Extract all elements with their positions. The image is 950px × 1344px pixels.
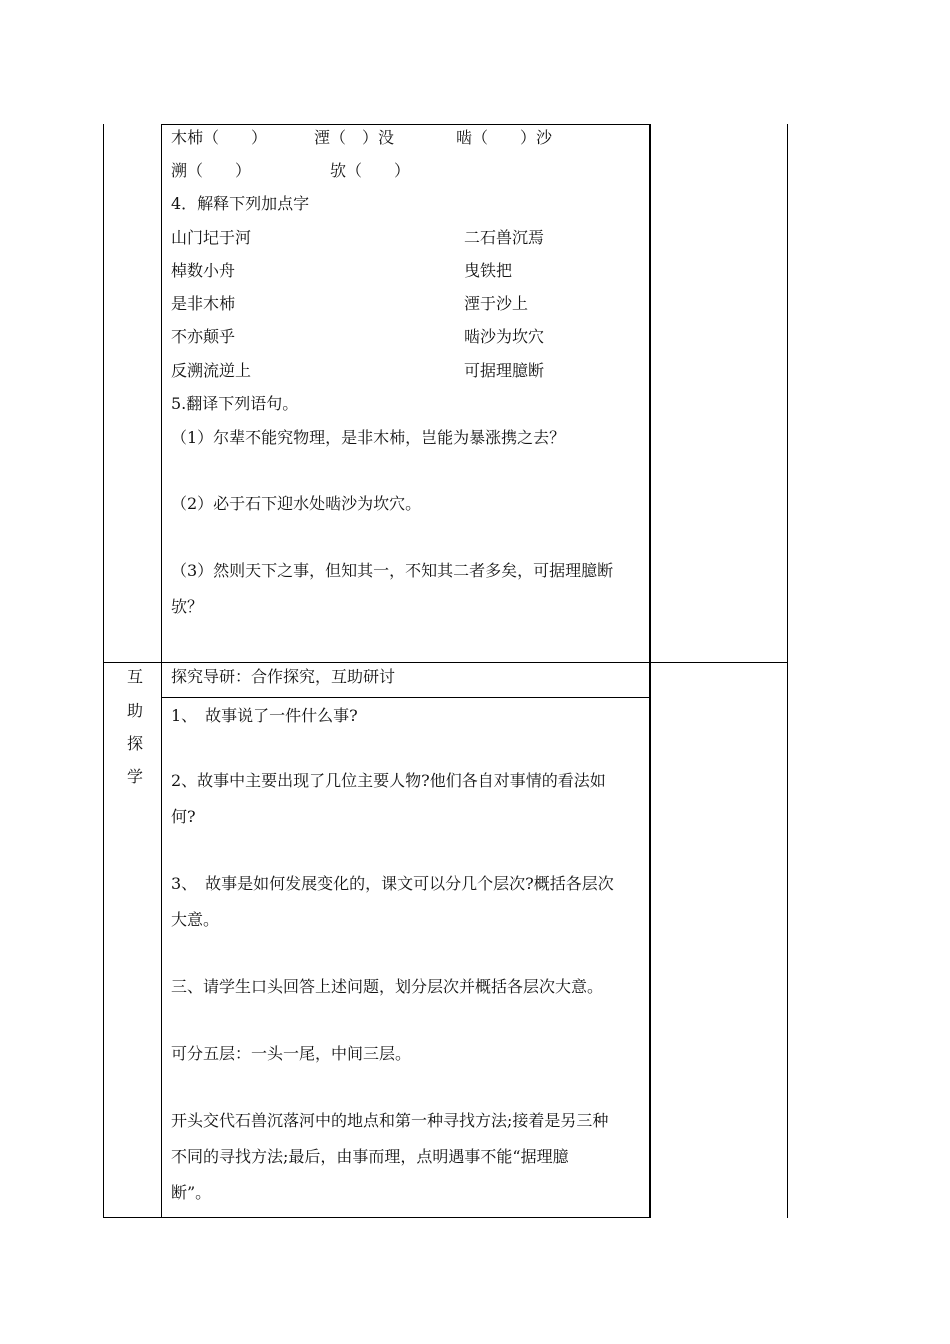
section2-header: 探究导研：合作探究，互助研讨 bbox=[171, 667, 396, 686]
q4-left-3: 不亦颠乎 bbox=[171, 327, 236, 346]
fill-line2-a: 溯（ ） bbox=[171, 161, 252, 180]
table-top-border bbox=[161, 124, 650, 125]
side-label-char-4: 学 bbox=[126, 767, 143, 786]
q4-right-0: 二石兽沉焉 bbox=[464, 228, 545, 247]
section-divider bbox=[103, 662, 788, 663]
side-label-char-3: 探 bbox=[126, 734, 143, 753]
s2-line-4: 3、 故事是如何发展变化的，课文可以分几个层次?概括各层次 bbox=[171, 874, 614, 893]
q5-item-1: （1）尔辈不能究物理，是非木杮，岂能为暴涨携之去？ bbox=[171, 428, 566, 447]
s2-line-8: 开头交代石兽沉落河中的地点和第一种寻找方法;接着是另三种 bbox=[171, 1111, 609, 1130]
s2-line-2: 2、故事中主要出现了几位主要人物?他们各自对事情的看法如 bbox=[171, 771, 606, 790]
s2-line-10: 断”。 bbox=[171, 1183, 212, 1202]
q4-left-1: 棹数小舟 bbox=[171, 261, 236, 280]
q5-item-3-cont: 欤？ bbox=[171, 597, 204, 616]
q5-item-3: （3）然则天下之事，但知其一，不知其二者多矣，可据理臆断 bbox=[171, 561, 614, 580]
q4-right-2: 湮于沙上 bbox=[464, 294, 529, 313]
table-bottom-border bbox=[103, 1217, 650, 1218]
q4-left-0: 山门圮于河 bbox=[171, 228, 252, 247]
s2-line-1: 1、 故事说了一件什么事? bbox=[171, 706, 358, 725]
q4-right-1: 曳铁把 bbox=[464, 261, 513, 280]
side-label-char-1: 互 bbox=[126, 667, 143, 686]
fill-line1-a: 木杮（ ） bbox=[171, 128, 268, 147]
q4-right-4: 可据理臆断 bbox=[464, 361, 545, 380]
q4-left-4: 反溯流逆上 bbox=[171, 361, 252, 380]
q5-item-2: （2）必于石下迎水处啮沙为坎穴。 bbox=[171, 494, 422, 513]
fill-line2-b: 欤（ ） bbox=[330, 161, 411, 180]
s2-line-9: 不同的寻找方法;最后，由事而理，点明遇事不能“据理臆 bbox=[171, 1147, 569, 1166]
fill-line1-c: 啮（ ）沙 bbox=[456, 128, 553, 147]
s2-line-7: 可分五层：一头一尾，中间三层。 bbox=[171, 1044, 412, 1063]
q5-title: 5.翻译下列语句。 bbox=[171, 394, 299, 413]
s2-line-5: 大意。 bbox=[171, 910, 220, 929]
table-border-left bbox=[103, 124, 104, 1218]
q4-left-2: 是非木杮 bbox=[171, 294, 236, 313]
table-divider-col2 bbox=[649, 124, 651, 1218]
table-border-right bbox=[787, 124, 788, 1218]
table-divider-col1 bbox=[161, 124, 162, 1218]
s2-line-3: 何? bbox=[171, 807, 196, 826]
q4-title: 4．解释下列加点字 bbox=[171, 194, 310, 213]
s2-line-6: 三、请学生口头回答上述问题，划分层次并概括各层次大意。 bbox=[171, 977, 604, 996]
side-label-char-2: 助 bbox=[126, 701, 143, 720]
fill-line1-b: 湮（ ）没 bbox=[314, 128, 395, 147]
q4-right-3: 啮沙为坎穴 bbox=[464, 327, 545, 346]
header-underline bbox=[161, 697, 650, 698]
